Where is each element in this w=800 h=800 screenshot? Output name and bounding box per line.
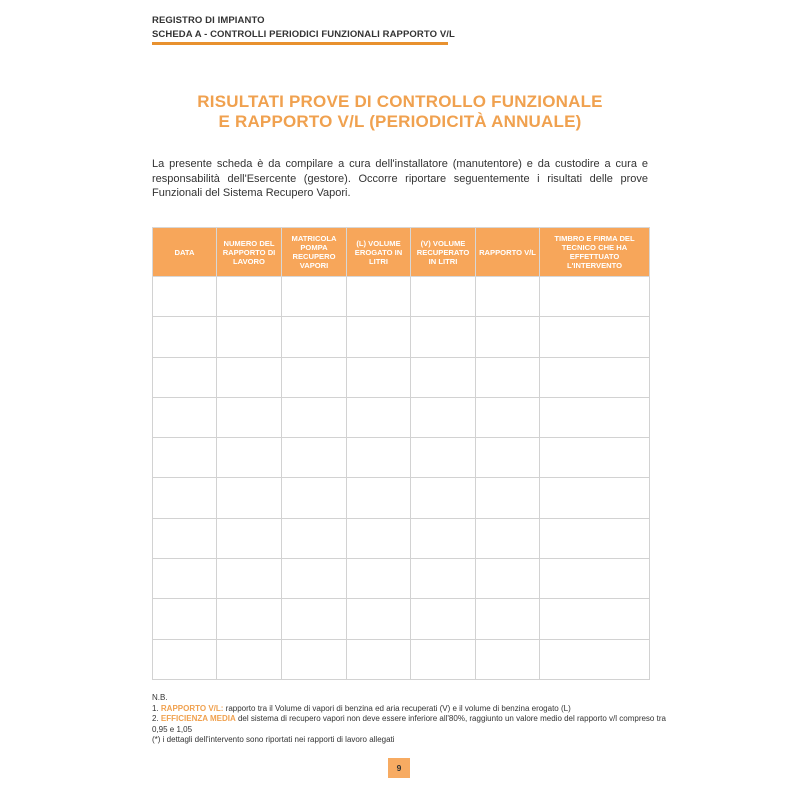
table-row bbox=[153, 357, 650, 397]
table-row bbox=[153, 277, 650, 317]
table-cell[interactable] bbox=[153, 639, 217, 679]
table-cell[interactable] bbox=[153, 438, 217, 478]
note-1-label: RAPPORTO V/L: bbox=[160, 703, 224, 713]
table-cell[interactable] bbox=[476, 277, 540, 317]
table-cell[interactable] bbox=[347, 317, 411, 357]
note-2-label: EFFICIENZA MEDIA bbox=[160, 714, 236, 724]
table-cell[interactable] bbox=[540, 397, 650, 437]
page-header bbox=[152, 15, 455, 40]
table-cell[interactable] bbox=[476, 438, 540, 478]
table-cell[interactable] bbox=[153, 518, 217, 558]
test-results-table bbox=[152, 227, 650, 680]
table-cell[interactable] bbox=[411, 599, 476, 639]
table-cell[interactable] bbox=[476, 478, 540, 518]
table-cell[interactable] bbox=[476, 518, 540, 558]
table-cell[interactable] bbox=[476, 357, 540, 397]
table-cell[interactable] bbox=[540, 357, 650, 397]
column-header-dispensed-volume: (L) VOLUME EROGATO IN LITRI bbox=[347, 228, 411, 277]
table-cell[interactable] bbox=[282, 277, 347, 317]
table-cell[interactable] bbox=[476, 639, 540, 679]
table-cell[interactable] bbox=[540, 277, 650, 317]
table-cell[interactable] bbox=[217, 639, 282, 679]
table-cell[interactable] bbox=[411, 438, 476, 478]
table-cell[interactable] bbox=[347, 559, 411, 599]
table-row bbox=[153, 438, 650, 478]
notes-section bbox=[152, 693, 672, 746]
table-cell[interactable] bbox=[217, 559, 282, 599]
header-divider bbox=[152, 42, 448, 45]
note-intervention-details: (*) i dettagli dell'intervento sono riportati nei rapporti di lavoro allegati bbox=[152, 735, 395, 745]
table-row bbox=[153, 518, 650, 558]
table-cell[interactable] bbox=[282, 599, 347, 639]
note-vl-ratio bbox=[152, 704, 672, 715]
table-cell[interactable] bbox=[476, 559, 540, 599]
table-cell[interactable] bbox=[347, 277, 411, 317]
table-row bbox=[153, 639, 650, 679]
table-cell[interactable] bbox=[153, 599, 217, 639]
table-cell[interactable] bbox=[540, 559, 650, 599]
table-cell[interactable] bbox=[153, 357, 217, 397]
table-cell[interactable] bbox=[347, 357, 411, 397]
column-header-technician-signature: TIMBRO E FIRMA DEL TECNICO CHE HA EFFETTUATO L'INTERVENTO bbox=[540, 228, 650, 277]
table-cell[interactable] bbox=[217, 277, 282, 317]
table-cell[interactable] bbox=[411, 317, 476, 357]
table-row bbox=[153, 397, 650, 437]
table-cell[interactable] bbox=[217, 317, 282, 357]
table-cell[interactable] bbox=[282, 639, 347, 679]
table-row bbox=[153, 478, 650, 518]
title-line-2: E RAPPORTO V/L (PERIODICITÀ ANNUALE) bbox=[218, 112, 582, 131]
note-average-efficiency bbox=[152, 714, 672, 735]
table-cell[interactable] bbox=[411, 397, 476, 437]
table-row bbox=[153, 599, 650, 639]
table-cell[interactable] bbox=[153, 277, 217, 317]
note-1-number: 1. bbox=[152, 703, 159, 713]
table-cell[interactable] bbox=[411, 639, 476, 679]
page-number-badge: 9 bbox=[388, 758, 410, 778]
table-cell[interactable] bbox=[347, 599, 411, 639]
column-header-recovered-volume: (V) VOLUME RECUPERATO IN LITRI bbox=[411, 228, 476, 277]
title-line-1: RISULTATI PROVE DI CONTROLLO FUNZIONALE bbox=[197, 92, 603, 111]
table-cell[interactable] bbox=[476, 599, 540, 639]
table-cell[interactable] bbox=[217, 357, 282, 397]
column-header-vl-ratio: RAPPORTO V/L bbox=[476, 228, 540, 277]
table-cell[interactable] bbox=[217, 438, 282, 478]
column-header-data: DATA bbox=[153, 228, 217, 277]
table-cell[interactable] bbox=[540, 599, 650, 639]
table-row bbox=[153, 317, 650, 357]
table-cell[interactable] bbox=[347, 639, 411, 679]
table-cell[interactable] bbox=[282, 397, 347, 437]
table-cell[interactable] bbox=[411, 277, 476, 317]
table-cell[interactable] bbox=[347, 397, 411, 437]
table-cell[interactable] bbox=[282, 559, 347, 599]
page-title bbox=[150, 92, 650, 132]
table-cell[interactable] bbox=[217, 518, 282, 558]
table-cell[interactable] bbox=[153, 397, 217, 437]
table-cell[interactable] bbox=[411, 357, 476, 397]
table-header-row bbox=[153, 228, 650, 277]
table-cell[interactable] bbox=[282, 357, 347, 397]
table-body bbox=[153, 277, 650, 680]
intro-paragraph: La presente scheda è da compilare a cura dell'installatore (manutentore) e da custodire a cura e responsabilità dell'Esercente (gestore). Occorre riportare seguentemente i risultati delle prove Funzionali del Sistema Recupero Vapori. bbox=[152, 158, 648, 199]
table-cell[interactable] bbox=[411, 559, 476, 599]
header-section-title: SCHEDA A - CONTROLLI PERIODICI FUNZIONALI RAPPORTO V/L bbox=[152, 29, 455, 40]
table-cell[interactable] bbox=[153, 317, 217, 357]
table-cell[interactable] bbox=[347, 478, 411, 518]
table-cell[interactable] bbox=[476, 317, 540, 357]
table-cell[interactable] bbox=[217, 478, 282, 518]
table-cell[interactable] bbox=[153, 559, 217, 599]
table-cell[interactable] bbox=[476, 397, 540, 437]
table-cell[interactable] bbox=[153, 478, 217, 518]
table-row bbox=[153, 559, 650, 599]
note-2-number: 2. bbox=[152, 714, 159, 724]
table-cell[interactable] bbox=[282, 478, 347, 518]
column-header-pump-serial: MATRICOLA POMPA RECUPERO VAPORI bbox=[282, 228, 347, 277]
table-cell[interactable] bbox=[282, 518, 347, 558]
note-2-text: del sistema di recupero vapori non deve essere inferiore all'80%, raggiunto un valore medio del rapporto v/l compreso tra 0,95 e 1,05 bbox=[152, 714, 666, 734]
notes-nb-label: N.B. bbox=[152, 693, 168, 702]
table-cell[interactable] bbox=[217, 599, 282, 639]
note-1-text: rapporto tra il Volume di vapori di benzina ed aria recuperati (V) e il volume di benzina erogato (L) bbox=[225, 703, 571, 713]
table-cell[interactable] bbox=[217, 397, 282, 437]
table-cell[interactable] bbox=[540, 317, 650, 357]
table-cell[interactable] bbox=[282, 438, 347, 478]
table-cell[interactable] bbox=[540, 639, 650, 679]
table-cell[interactable] bbox=[540, 478, 650, 518]
column-header-report-number: NUMERO DEL RAPPORTO DI LAVORO bbox=[217, 228, 282, 277]
table-cell[interactable] bbox=[540, 438, 650, 478]
table-cell[interactable] bbox=[411, 478, 476, 518]
table-cell[interactable] bbox=[347, 518, 411, 558]
table-cell[interactable] bbox=[347, 438, 411, 478]
table-cell[interactable] bbox=[540, 518, 650, 558]
table-cell[interactable] bbox=[282, 317, 347, 357]
header-register-title: REGISTRO DI IMPIANTO bbox=[152, 15, 265, 26]
table-cell[interactable] bbox=[411, 518, 476, 558]
